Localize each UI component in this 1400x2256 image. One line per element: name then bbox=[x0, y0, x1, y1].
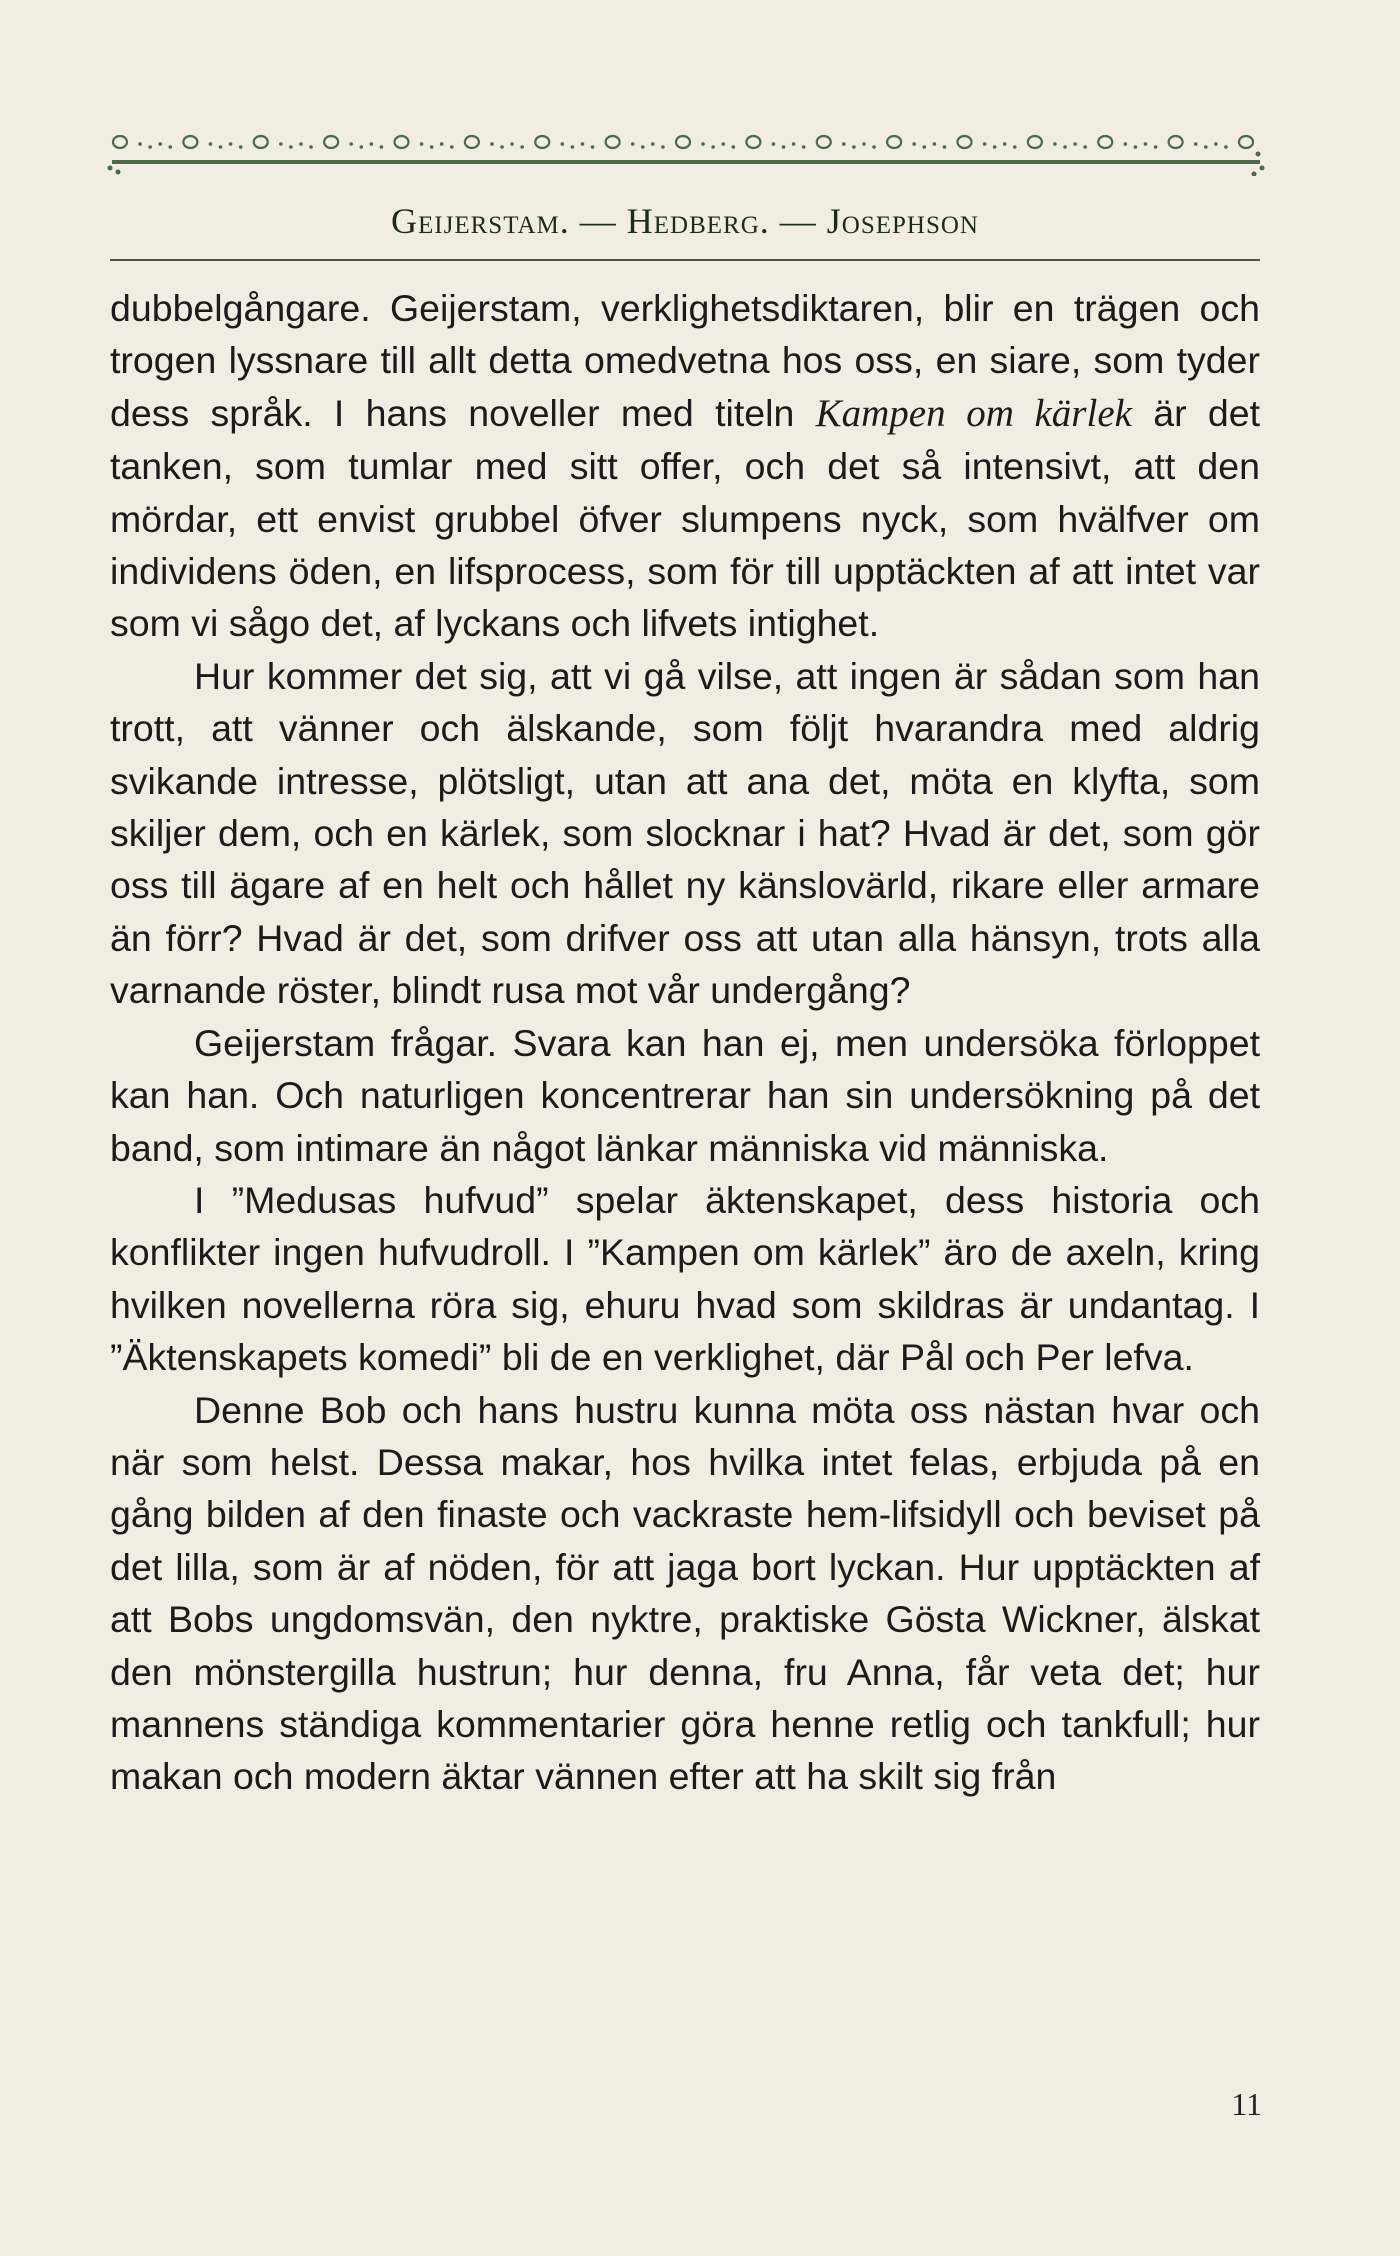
ornament-dot bbox=[380, 145, 384, 149]
ornament-ring bbox=[1028, 136, 1042, 148]
ornament-ring bbox=[1098, 136, 1112, 148]
ornament-dot bbox=[933, 142, 937, 146]
ornament-dot bbox=[1013, 145, 1017, 149]
ornament-ring bbox=[958, 136, 972, 148]
paragraph bbox=[110, 650, 1260, 1017]
ornament-dot bbox=[872, 145, 876, 149]
ornament-ring bbox=[1169, 136, 1183, 148]
ornament-ring bbox=[1239, 136, 1253, 148]
ornament-dot bbox=[420, 142, 424, 146]
ornament-ring bbox=[606, 136, 620, 148]
decorative-header-ornament bbox=[106, 128, 1266, 176]
text-segment: Denne Bob och hans hustru kunna möta oss nästan hvar och när som helst. Dessa makar, hos hvilka intet felas, erbjuda på en gång bilden af den finaste och vackraste hem-lifsidyll och beviset på det lilla, som är af nöden, för att jaga bort lyckan. Hur upptäckten af att Bobs ungdomsvän, den nyktre, praktiske Gösta Wickner, älskat den mönstergilla hustrun; hur denna, fru Anna, får veta det; hur mannens ständiga kommentarier göra henne retlig och tankfull; hur makan och modern äktar vännen efter att ha skilt sig från bbox=[110, 1388, 1260, 1798]
ornament-dot bbox=[943, 145, 947, 149]
text-segment: I ”Medusas hufvud” spelar äktenskapet, dess historia och konflikter ingen hufvudroll. I ”Kampen om kärlek” äro de axeln, kring hvilken novellerna röra sig, ehuru hvad som skildras är undantag. I ”Äktenskapets komedi” bli de en verklighet, där Pål och Per lefva. bbox=[110, 1178, 1260, 1379]
ornament-dot bbox=[359, 145, 363, 149]
header-name-josephson: Josephson bbox=[826, 201, 979, 241]
ornament-dot bbox=[641, 145, 645, 149]
text-segment: Hur kommer det sig, att vi gå vilse, att ingen är sådan som han trott, att vänner och älskande, som följt hvarandra med aldrig svikande intresse, plötsligt, utan att ana det, möta en klyfta, som skiljer dem, och en kärlek, som slocknar i hat? Hvad är det, som gör oss till ägare af en helt och hållet ny känslovärld, rikare eller armare än förr? Hvad är det, som drifver oss att utan alla hänsyn, trots alla varnande röster, blindt rusa mot vår undergång? bbox=[110, 654, 1260, 1012]
ornament-ring bbox=[817, 136, 831, 148]
ornament-dot bbox=[772, 142, 776, 146]
ornament-dot bbox=[299, 142, 303, 146]
ornament-dot bbox=[349, 142, 353, 146]
ornament-dot bbox=[1003, 142, 1007, 146]
paragraph bbox=[110, 1384, 1260, 1803]
ornament-dot bbox=[309, 145, 313, 149]
text-segment: dubbelgångare. Geijerstam, verklighetsdiktaren, blir en trägen och trogen lyssnare till allt detta omedvetna hos oss, en siare, som tyder dess språk. I hans noveller med titeln bbox=[110, 287, 1260, 434]
ornament-dot bbox=[842, 142, 846, 146]
ornament-dot bbox=[520, 145, 524, 149]
ornament-dot bbox=[912, 142, 916, 146]
text-segment: är det tanken, som tumlar med sitt offer, och det så intensivt, att den mördar, ett envist grubbel öfver slumpens nyck, som hvälfver om individens öden, en lifsprocess, som för till upptäckten af att intet var som vi sågo det, af lyckans och lifvets intighet. bbox=[110, 391, 1260, 645]
ornament-dot bbox=[792, 142, 796, 146]
ornament-dot bbox=[440, 142, 444, 146]
ornament-dot bbox=[279, 142, 283, 146]
ornament-dot bbox=[450, 145, 454, 149]
ornament-ring bbox=[887, 136, 901, 148]
ornament-ring bbox=[395, 136, 409, 148]
ornament-dot bbox=[782, 145, 786, 149]
ornament-ring bbox=[113, 136, 127, 148]
ornament-dot bbox=[993, 145, 997, 149]
ornament-dot bbox=[1073, 142, 1077, 146]
ornament-ring bbox=[746, 136, 760, 148]
body-text bbox=[110, 282, 1260, 1803]
paragraph bbox=[110, 282, 1260, 650]
ornament-ring bbox=[324, 136, 338, 148]
ornament-dot bbox=[922, 145, 926, 149]
ornament-dot bbox=[289, 145, 293, 149]
ornament-dot bbox=[1083, 145, 1087, 149]
ornament-dot bbox=[510, 142, 514, 146]
italic-title: Kampen om kärlek bbox=[815, 391, 1132, 435]
ornament-dot bbox=[1224, 145, 1228, 149]
header-separator: — bbox=[569, 201, 627, 241]
ornament-dot bbox=[701, 142, 705, 146]
ornament-dot bbox=[370, 142, 374, 146]
ornament-dot bbox=[581, 142, 585, 146]
ornament-dot bbox=[229, 142, 233, 146]
ornament-dot bbox=[1053, 142, 1057, 146]
header-name-hedberg: Hedberg. bbox=[626, 201, 770, 241]
ornament-dot bbox=[430, 145, 434, 149]
ornament-dot bbox=[721, 142, 725, 146]
ornament-dot bbox=[983, 142, 987, 146]
ornament-dot bbox=[1214, 142, 1218, 146]
ornament-dot bbox=[1134, 145, 1138, 149]
text-segment: Geijerstam frågar. Svara kan han ej, men undersöka förloppet kan han. Och naturligen koncentrerar han sin undersökning på det band, som intimare än något länkar människa vid människa. bbox=[110, 1021, 1260, 1169]
ornament-dot bbox=[561, 142, 565, 146]
running-header bbox=[110, 200, 1260, 242]
ornament-dot bbox=[661, 145, 665, 149]
ornament-dot bbox=[802, 145, 806, 149]
ornament-dot bbox=[1144, 142, 1148, 146]
ornament-dot bbox=[1154, 145, 1158, 149]
ornament-dot bbox=[591, 145, 595, 149]
ornament-ring bbox=[465, 136, 479, 148]
ornament-ring bbox=[254, 136, 268, 148]
ornament-dot bbox=[500, 145, 504, 149]
ornament-dot bbox=[138, 142, 142, 146]
ornament-dot bbox=[239, 145, 243, 149]
ornament-dot bbox=[732, 145, 736, 149]
ornament-dot bbox=[571, 145, 575, 149]
paragraph bbox=[110, 1017, 1260, 1174]
ornament-dot bbox=[711, 145, 715, 149]
ornament-dot bbox=[169, 145, 173, 149]
ornament-ring bbox=[676, 136, 690, 148]
ornament-dot bbox=[631, 142, 635, 146]
ornament-dot bbox=[1124, 142, 1128, 146]
ornament-dot bbox=[1063, 145, 1067, 149]
page-number: 11 bbox=[1231, 2086, 1262, 2122]
ornament-dot bbox=[1194, 142, 1198, 146]
ornament-dot bbox=[490, 142, 494, 146]
paragraph bbox=[110, 1174, 1260, 1384]
ornament-ring bbox=[535, 136, 549, 148]
ornament-dot bbox=[148, 145, 152, 149]
ornament-dot bbox=[1204, 145, 1208, 149]
ornament-dot bbox=[852, 145, 856, 149]
header-separator: — bbox=[769, 201, 827, 241]
ornament-dot bbox=[862, 142, 866, 146]
ornament-ring bbox=[183, 136, 197, 148]
header-rule bbox=[110, 259, 1260, 261]
ornament-dot bbox=[219, 145, 223, 149]
ornament-dot bbox=[209, 142, 213, 146]
ornament-dot bbox=[158, 142, 162, 146]
header-name-geijerstam: Geijerstam. bbox=[391, 201, 570, 241]
ornament-dot bbox=[651, 142, 655, 146]
